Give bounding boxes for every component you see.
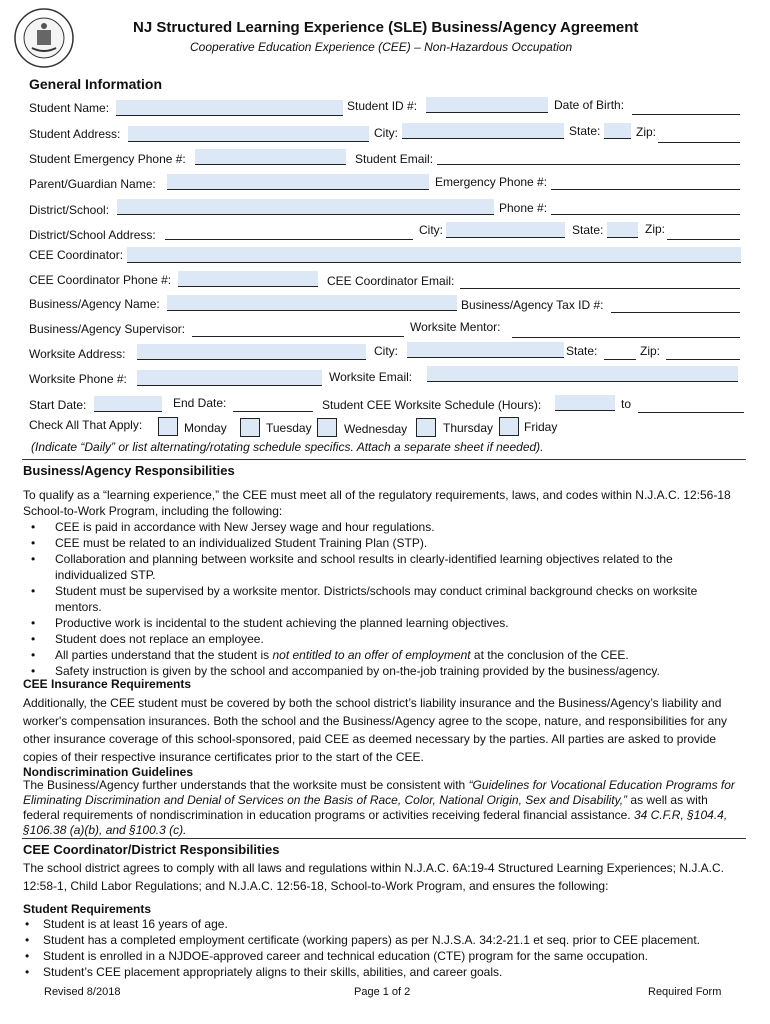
footer-revised: Revised 8/2018 bbox=[44, 986, 121, 998]
general-info-heading: General Information bbox=[29, 76, 163, 92]
worksite-mentor-field[interactable] bbox=[512, 322, 740, 338]
district-city-label: City: bbox=[419, 223, 443, 237]
district-school-label: District/School: bbox=[29, 203, 110, 217]
worksite-phone-label: Worksite Phone #: bbox=[29, 372, 127, 386]
nondiscrimination-heading: Nondiscrimination Guidelines bbox=[23, 765, 194, 779]
list-item: • Collaboration and planning between worksite and school results in clearly-identified learning objectives related to the individualized STP. bbox=[23, 551, 745, 583]
student-id-field[interactable] bbox=[426, 97, 548, 113]
student-req-section bbox=[23, 916, 745, 980]
insurance-heading: CEE Insurance Requirements bbox=[23, 677, 192, 691]
worksite-city-label: City: bbox=[374, 344, 398, 358]
emergency-phone-label: Emergency Phone #: bbox=[435, 175, 548, 189]
tuesday-checkbox[interactable] bbox=[240, 418, 260, 437]
wednesday-label: Wednesday bbox=[344, 422, 408, 436]
emergency-phone-field[interactable] bbox=[551, 174, 740, 190]
cee-coordinator-label: CEE Coordinator: bbox=[29, 248, 124, 262]
business-tax-id-field[interactable] bbox=[611, 297, 740, 313]
friday-checkbox[interactable] bbox=[499, 417, 519, 436]
cee-coord-phone-label: CEE Coordinator Phone #: bbox=[29, 273, 172, 287]
student-address-field[interactable] bbox=[128, 126, 369, 142]
end-date-label: End Date: bbox=[173, 396, 227, 410]
footer-page: Page 1 of 2 bbox=[354, 986, 411, 998]
list-item: • CEE must be related to an individualized Student Training Plan (STP). bbox=[23, 535, 745, 551]
wednesday-checkbox[interactable] bbox=[317, 418, 337, 437]
citation-text: 34 C.F.R, §104.4, §106.38 (a)(b), and §100.3 (c). bbox=[23, 808, 728, 837]
district-address-field[interactable] bbox=[165, 224, 413, 240]
student-address-label: Student Address: bbox=[29, 127, 121, 141]
start-date-field[interactable] bbox=[94, 396, 162, 412]
text-span: All parties understand that the student is bbox=[55, 648, 273, 662]
list-item: • Student is enrolled in a NJDOE-approved career and technical education (CTE) program for the same occupation. bbox=[23, 948, 745, 964]
business-name-field[interactable] bbox=[167, 295, 457, 311]
student-email-field[interactable] bbox=[437, 149, 740, 165]
business-name-label: Business/Agency Name: bbox=[29, 297, 160, 311]
student-emergency-phone-field[interactable] bbox=[195, 149, 346, 165]
monday-label: Monday bbox=[184, 421, 227, 435]
monday-checkbox[interactable] bbox=[158, 417, 178, 436]
student-zip-label: Zip: bbox=[636, 125, 657, 139]
responsibilities-section bbox=[23, 487, 745, 679]
list-item: • Student must be supervised by a worksite mentor. Districts/schools may conduct criminal background checks on worksite mentors. bbox=[23, 583, 745, 615]
student-req-heading: Student Requirements bbox=[23, 902, 152, 916]
worksite-state-field[interactable] bbox=[604, 344, 636, 360]
list-item: • Student does not replace an employee. bbox=[23, 631, 745, 647]
divider bbox=[22, 838, 746, 839]
student-zip-field[interactable] bbox=[658, 127, 740, 143]
start-date-label: Start Date: bbox=[29, 398, 87, 412]
list-item bbox=[23, 647, 745, 663]
student-email-label: Student Email: bbox=[355, 152, 434, 166]
student-emergency-phone-label: Student Emergency Phone #: bbox=[29, 152, 186, 166]
responsibilities-heading: Business/Agency Responsibilities bbox=[23, 463, 235, 478]
worksite-city-field[interactable] bbox=[407, 342, 564, 358]
worksite-email-label: Worksite Email: bbox=[329, 370, 413, 384]
district-phone-label: Phone #: bbox=[499, 201, 548, 215]
business-supervisor-field[interactable] bbox=[192, 321, 404, 337]
coordinator-heading: CEE Coordinator/District Responsibilities bbox=[23, 842, 280, 857]
schedule-label: Student CEE Worksite Schedule (Hours): bbox=[322, 398, 542, 412]
end-date-field[interactable] bbox=[233, 396, 313, 412]
text-span: at the conclusion of the CEE. bbox=[470, 648, 629, 662]
district-state-field[interactable] bbox=[607, 222, 638, 238]
district-address-label: District/School Address: bbox=[29, 228, 156, 242]
list-item: • Safety instruction is given by the school and accompanied by on-the-job training provided by the business/agency. bbox=[23, 663, 745, 679]
worksite-mentor-label: Worksite Mentor: bbox=[410, 320, 501, 334]
nondiscrimination-text bbox=[23, 778, 745, 838]
text-span: The Business/Agency further understands that the worksite must be consistent with bbox=[23, 778, 469, 792]
district-state-label: State: bbox=[572, 223, 604, 237]
schedule-end-field[interactable] bbox=[638, 397, 744, 413]
worksite-phone-field[interactable] bbox=[137, 370, 322, 386]
worksite-email-field[interactable] bbox=[427, 366, 738, 382]
list-item: • Student’s CEE placement appropriately aligns to their skills, abilities, and career goals. bbox=[23, 964, 745, 980]
schedule-start-field[interactable] bbox=[555, 395, 615, 411]
page-title: NJ Structured Learning Experience (SLE) Business/Agency Agreement bbox=[133, 19, 639, 36]
district-phone-field[interactable] bbox=[551, 199, 740, 215]
list-item: • Student has a completed employment certificate (working papers) as per N.J.S.A. 34:2-21.1 et seq. prior to CEE placement. bbox=[23, 932, 745, 948]
schedule-to-label: to bbox=[621, 397, 632, 411]
cee-coordinator-field[interactable] bbox=[127, 247, 741, 263]
emphasis-text: not entitled to an offer of employment bbox=[272, 648, 471, 662]
insurance-text: Additionally, the CEE student must be covered by both the school district’s liability insurance and the Business/Agency’s liability and worker's compensation insurances. Both the school and the Business/Agency agree to the scope, nature, and responsibilities for any other insurance coverage of this school-sponsored, paid CEE as deemed necessary by the parties. All parties are asked to provide copies of their respective insurance certificates prior to the start of the CEE. bbox=[23, 696, 728, 764]
dob-field[interactable] bbox=[632, 99, 740, 115]
district-city-field[interactable] bbox=[446, 222, 565, 238]
student-city-field[interactable] bbox=[402, 123, 564, 139]
business-tax-id-label: Business/Agency Tax ID #: bbox=[461, 298, 604, 312]
cee-coord-phone-field[interactable] bbox=[178, 271, 318, 287]
cee-coord-email-label: CEE Coordinator Email: bbox=[327, 274, 455, 288]
district-school-field[interactable] bbox=[117, 199, 494, 215]
worksite-state-label: State: bbox=[566, 344, 598, 358]
student-state-label: State: bbox=[569, 124, 601, 138]
worksite-zip-field[interactable] bbox=[666, 344, 740, 360]
student-name-field[interactable] bbox=[116, 100, 343, 116]
district-zip-field[interactable] bbox=[667, 224, 740, 240]
list-item: • CEE is paid in accordance with New Jersey wage and hour regulations. bbox=[23, 519, 745, 535]
emphasis-text: “Guidelines for Vocational Education Programs for Eliminating Discrimination and Denial of Services on the Basis of Race, Color, National Origin, Sex and Disability,” bbox=[23, 778, 735, 807]
parent-name-field[interactable] bbox=[167, 174, 429, 190]
footer-required: Required Form bbox=[648, 986, 722, 998]
student-name-label: Student Name: bbox=[29, 101, 110, 115]
worksite-address-field[interactable] bbox=[137, 344, 366, 360]
divider bbox=[22, 459, 746, 460]
nj-seal-logo bbox=[14, 8, 74, 68]
student-state-field[interactable] bbox=[604, 123, 631, 139]
text-span: as well as with federal requirements of nondiscrimination in education programs or activities receiving federal financial assistance. bbox=[23, 793, 708, 822]
responsibilities-intro: To qualify as a “learning experience,” the CEE must meet all of the regulatory requirements, laws, and codes within N.J.A.C. 12:56-18 School-to-Work Program, including the following: bbox=[23, 488, 731, 518]
schedule-note: (Indicate “Daily” or list alternating/rotating schedule specifics. Attach a separate sheet if needed). bbox=[31, 440, 544, 454]
list-item: • Productive work is incidental to the student achieving the planned learning objectives. bbox=[23, 615, 745, 631]
thursday-label: Thursday bbox=[443, 421, 494, 435]
student-id-label: Student ID #: bbox=[347, 99, 418, 113]
district-zip-label: Zip: bbox=[645, 222, 666, 236]
tuesday-label: Tuesday bbox=[266, 421, 312, 435]
cee-coord-email-field[interactable] bbox=[460, 273, 740, 289]
worksite-address-label: Worksite Address: bbox=[29, 347, 126, 361]
friday-label: Friday bbox=[524, 420, 558, 434]
list-item: • Student is at least 16 years of age. bbox=[23, 916, 745, 932]
check-all-label: Check All That Apply: bbox=[29, 418, 143, 432]
coordinator-text: The school district agrees to comply with all laws and regulations within N.J.A.C. 6A:19-4 Structured Learning Experiences; N.J.A.C. 12:58-1, Child Labor Regulations; and N.J.A.C. 12:56-18, School-to-Work Program, and ensures the following: bbox=[23, 861, 724, 893]
dob-label: Date of Birth: bbox=[554, 98, 625, 112]
worksite-zip-label: Zip: bbox=[640, 344, 661, 358]
parent-name-label: Parent/Guardian Name: bbox=[29, 177, 156, 191]
business-supervisor-label: Business/Agency Supervisor: bbox=[29, 322, 186, 336]
student-city-label: City: bbox=[374, 126, 398, 140]
page-subtitle: Cooperative Education Experience (CEE) – Non-Hazardous Occupation bbox=[190, 40, 573, 54]
thursday-checkbox[interactable] bbox=[416, 418, 436, 437]
